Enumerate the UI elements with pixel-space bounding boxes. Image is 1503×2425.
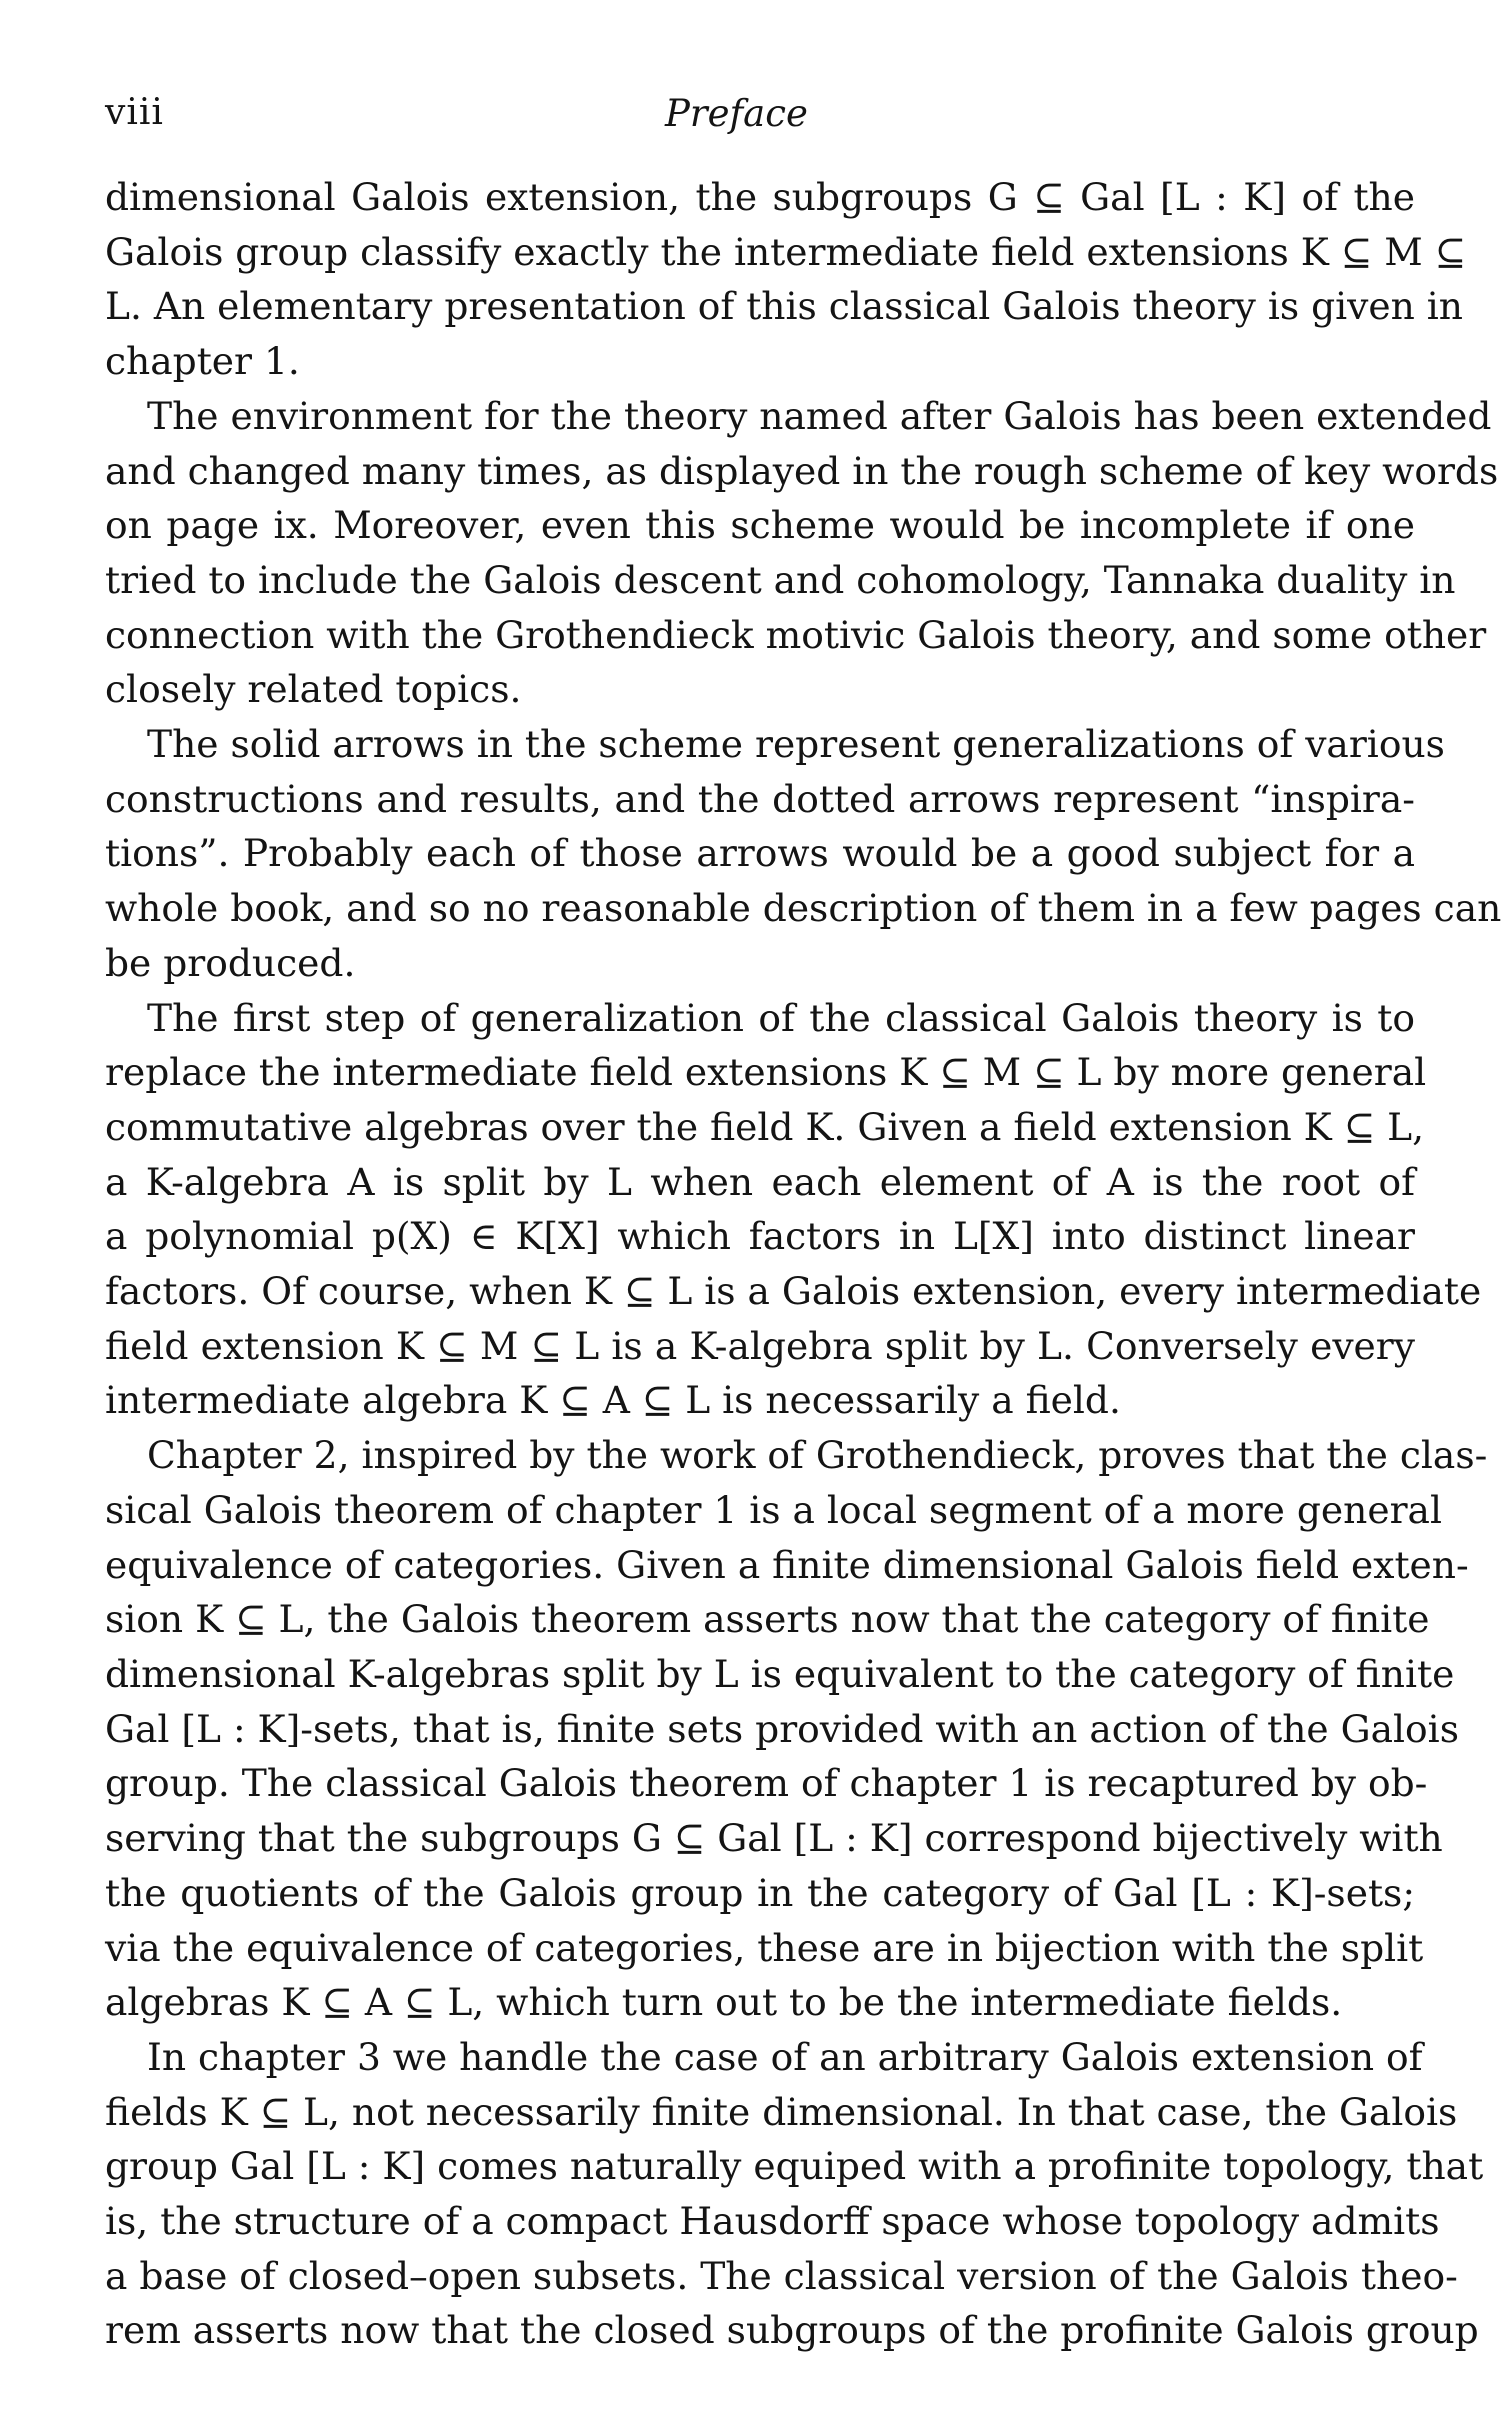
text-line: be produced. [105,940,356,985]
paragraph [105,2030,1484,2358]
page-header [105,92,1415,152]
text-line: The first step of generalization of the classical Galois theory is to [147,995,1415,1040]
text-line: algebras K ⊆ A ⊆ L, which turn out to be the intermediate fields. [105,1980,1343,2025]
paragraph [105,717,1502,991]
text-line: factors. Of course, when K ⊆ L is a Galois extension, every intermediate [105,1269,1482,1314]
text-line: dimensional Galois extension, the subgroups G ⊆ Gal [L : K] of the [105,175,1415,219]
text-line: is, the structure of a compact Hausdorff space whose topology admits [105,2199,1440,2244]
text-body [105,170,1502,2358]
text-line: The environment for the theory named after Galois has been extended [147,393,1492,438]
text-line: L. An elementary presentation of this classical Galois theory is given in [105,284,1463,329]
paragraph [105,170,1467,389]
text-line: commutative algebras over the field K. Given a field extension K ⊆ L, [105,1104,1425,1149]
text-line: constructions and results, and the dotted arrows represent “inspira- [105,776,1415,821]
text-line: tions”. Probably each of those arrows would be a good subject for a [105,831,1415,876]
text-line: replace the intermediate field extensions K ⊆ M ⊆ L by more general [105,1050,1427,1095]
text-line: sical Galois theorem of chapter 1 is a local segment of a more general [105,1487,1442,1532]
text-line: and changed many times, as displayed in the rough scheme of key words [105,448,1499,493]
text-line: The solid arrows in the scheme represent generalizations of various [147,722,1445,767]
text-line: Gal [L : K]-sets, that is, finite sets provided with an action of the Galois [105,1706,1459,1751]
text-line: chapter 1. [105,339,300,384]
text-line: intermediate algebra K ⊆ A ⊆ L is necessarily a field. [105,1378,1121,1423]
text-line: Galois group classify exactly the intermediate field extensions K ⊆ M ⊆ [105,229,1467,274]
text-line: tried to include the Galois descent and cohomology, Tannaka duality in [105,557,1456,602]
page-number: viii [105,92,164,133]
text-line: the quotients of the Galois group in the category of Gal [L : K]-sets; [105,1870,1415,1915]
text-line: a K-algebra A is split by L when each element of A is the root of [105,1159,1415,1204]
text-line: fields K ⊆ L, not necessarily finite dimensional. In that case, the Galois [105,2089,1458,2134]
book-page [105,92,1502,2358]
text-line: a polynomial p(X) ∈ K[X] which factors in L[X] into distinct linear [105,1214,1415,1259]
text-line: via the equivalence of categories, these are in bijection with the split [105,1925,1424,1970]
paragraph [105,1428,1488,2030]
text-line: whole book, and so no reasonable description of them in a few pages can [105,886,1502,931]
text-line: connection with the Grothendieck motivic Galois theory, and some other [105,612,1487,657]
text-line: group Gal [L : K] comes naturally equiped with a profinite topology, that [105,2144,1484,2189]
text-line: serving that the subgroups G ⊆ Gal [L : K] correspond bijectively with [105,1816,1443,1861]
paragraph [105,991,1482,1429]
text-line: In chapter 3 we handle the case of an arbitrary Galois extension of [147,2034,1423,2079]
text-line: sion K ⊆ L, the Galois theorem asserts now that the category of finite [105,1597,1430,1642]
text-line: closely related topics. [105,667,522,712]
text-line: field extension K ⊆ M ⊆ L is a K-algebra split by L. Conversely every [105,1323,1415,1368]
text-line: on page ix. Moreover, even this scheme would be incomplete if one [105,503,1415,548]
text-line: Chapter 2, inspired by the work of Grothendieck, proves that the clas- [147,1433,1488,1478]
text-line: dimensional K-algebras split by L is equivalent to the category of finite [105,1651,1455,1696]
text-line: equivalence of categories. Given a finite dimensional Galois field exten- [105,1542,1469,1587]
paragraph [105,389,1499,717]
text-line: rem asserts now that the closed subgroups of the profinite Galois group [105,2308,1479,2353]
text-line: group. The classical Galois theorem of chapter 1 is recaptured by ob- [105,1761,1428,1806]
text-line: a base of closed–open subsets. The classical version of the Galois theo- [105,2253,1458,2298]
running-title: Preface [665,92,808,135]
